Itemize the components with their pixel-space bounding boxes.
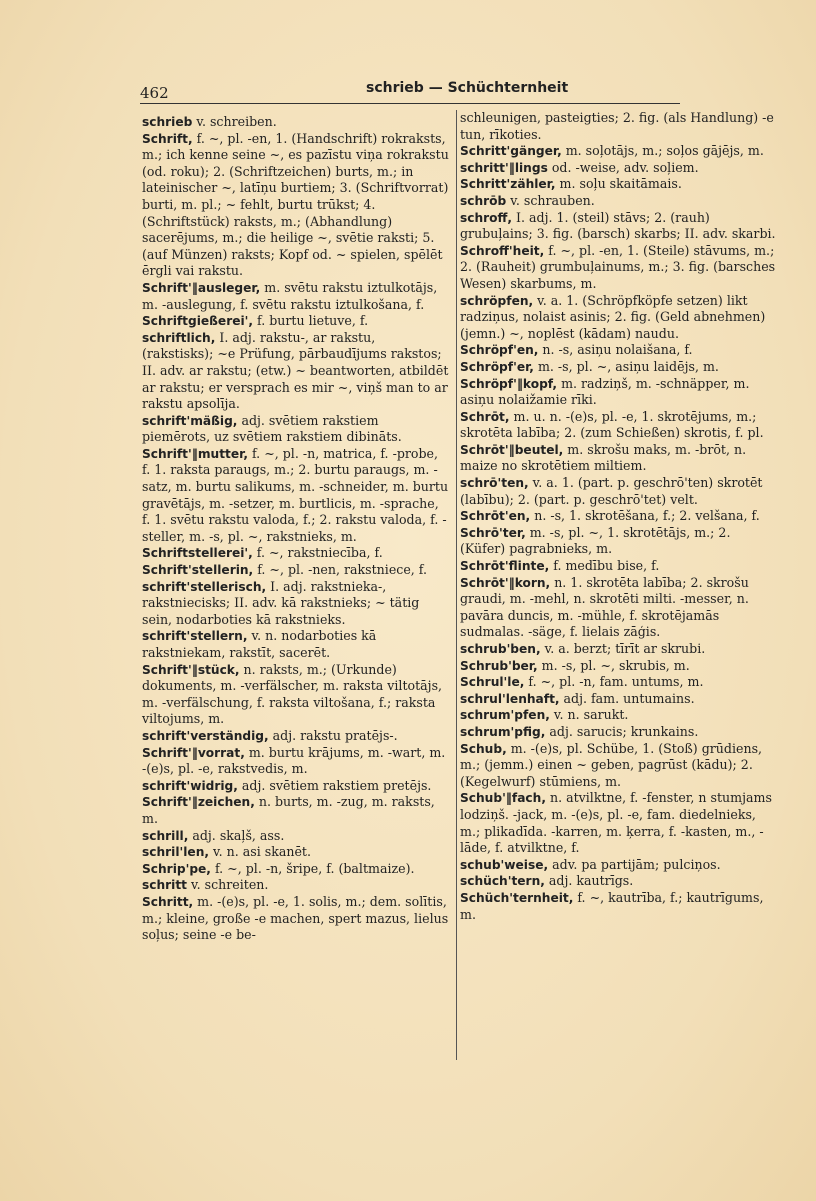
entry-headword: Schriftstellerei', xyxy=(142,546,253,561)
dictionary-entry xyxy=(460,508,778,525)
entry-definition: v. schrauben. xyxy=(506,192,595,208)
entry-definition: f. ~, pl. -n, fam. untums, m. xyxy=(524,674,704,690)
dictionary-entry xyxy=(460,376,778,409)
entry-headword: schroff, xyxy=(460,210,513,225)
dictionary-entry xyxy=(460,658,778,675)
entry-headword: schrōb xyxy=(460,193,507,208)
entry-definition: m. soļotājs, m.; soļos gājējs, m. xyxy=(561,143,764,159)
entry-definition: m. soļu skaitāmais. xyxy=(555,176,682,192)
entry-definition: f. ~, rakstniecība, f. xyxy=(252,545,383,561)
entry-headword: schrift'mäßig, xyxy=(142,413,238,428)
entry-definition: f. medību bise, f. xyxy=(549,558,660,574)
entry-definition: m. u. n. -(e)s, pl. -e, 1. skrotējums, m.; skrotēta labība; 2. (zum Schießen) skrotis, f. pl. xyxy=(460,408,764,441)
dictionary-entry xyxy=(142,662,450,728)
dictionary-entry xyxy=(142,778,450,795)
entry-definition: f. ~, pl. -nen, rakstniece, f. xyxy=(253,562,428,578)
entry-definition: schleunigen, pasteigties; 2. fig. (als Handlung) -e tun, rīkoties. xyxy=(460,110,774,142)
running-head: schrieb — Schüchternheit xyxy=(366,80,569,96)
entry-headword: Schrift'‖mutter, xyxy=(142,446,248,461)
dictionary-entry xyxy=(142,861,450,878)
entry-headword: Schröpf'er, xyxy=(460,359,534,374)
dictionary-entry xyxy=(142,562,450,579)
dictionary-entry xyxy=(460,359,778,376)
entry-headword: schril'len, xyxy=(142,845,210,860)
entry-definition: adj. svētiem rakstiem piemērots, uz svētiem rakstiem dibināts. xyxy=(142,412,402,445)
column-divider xyxy=(456,110,457,1060)
entry-definition: m. -(e)s, pl. -e, 1. solis, m.; dem. solītis, m.; kleine, große -e machen, spert mazus, lielus soļus; seine -e be- xyxy=(142,893,449,943)
entry-headword: Schroff'heit, xyxy=(460,243,545,258)
dictionary-entry xyxy=(142,280,450,313)
entry-headword: Schrō'ter, xyxy=(460,525,526,540)
page-number: 462 xyxy=(140,84,169,102)
entry-headword: Schrōt'‖beutel, xyxy=(460,442,564,457)
entry-definition: v. a. 1. (Schröpfköpfe setzen) likt radziņus, nolaist asinis; 2. fig. (Geld abnehmen) (jemn.) ~, noplēst (kādam) naudu. xyxy=(460,292,766,341)
entry-headword: Schrul'le, xyxy=(460,675,525,690)
entry-headword: Schritt'gänger, xyxy=(460,144,562,159)
entry-definition: I. adj. rakstu-, ar rakstu, (rakstisks); ~e Prüfung, pārbaudījums rakstos; II. adv. ar rakstu; (etw.) ~ beantworten, atbildēt ar rakstu; er versprach es mir ~, viņš man to ar rakstu apsolīja. xyxy=(142,329,449,412)
entry-headword: schrieb xyxy=(142,115,193,129)
entry-definition: n. raksts, m.; (Urkunde) dokuments, m. -verfälscher, m. raksta viltotājs, m. -verfälschung, f. raksta viltošana, f.; raksta viltojums, m. xyxy=(142,661,443,727)
dictionary-entry xyxy=(460,110,778,143)
entry-definition: m. radziņš, m. -schnäpper, m. asiņu nolaižamie rīki. xyxy=(460,375,750,408)
dictionary-entry xyxy=(460,342,778,359)
entry-definition: v. a. 1. (part. p. geschrō'ten) skrotēt (labību); 2. (part. p. geschrō'tet) velt. xyxy=(460,475,763,507)
entry-headword: schrō'ten, xyxy=(460,476,529,491)
dictionary-entry xyxy=(142,330,450,413)
dictionary-entry xyxy=(142,844,450,861)
entry-definition: n. -s, asiņu nolaišana, f. xyxy=(538,342,693,358)
dictionary-entry xyxy=(460,143,778,160)
dictionary-entry xyxy=(460,160,778,177)
dictionary-entry xyxy=(460,293,778,343)
entry-definition: m. -s, pl. ~, skrubis, m. xyxy=(537,657,690,673)
dictionary-entry xyxy=(142,794,450,827)
dictionary-entry xyxy=(460,558,778,575)
entry-definition: adj. fam. untumains. xyxy=(559,690,695,706)
entry-definition: adj. sarucis; krunkains. xyxy=(545,723,699,739)
dictionary-entry xyxy=(142,131,450,280)
dictionary-entry xyxy=(142,313,450,330)
entry-definition: v. n. nodarboties kā rakstniekam, rakstīt, sacerēt. xyxy=(142,628,377,660)
entry-definition: I. adj. rakstnieka-, rakstniecisks; II. adv. kā rakstnieks; ~ tätig sein, nodarboties kā rakstnieks. xyxy=(142,578,420,627)
entry-definition: v. a. berzt; tīrīt ar skrubi. xyxy=(540,641,706,656)
entry-definition: f. ~, pl. -n, matrica, f. -probe, f. 1. raksta paraugs, m.; 2. burtu paraugs, m. -satz, m. burtu salikums, m. -schneider, m. burtu gravētājs, m. -setzer, m. burtlicis, m. -sprache, f. 1. svētu rakstu valoda, f.; 2. rakstu valoda, f. -steller, m. -s, pl. ~, rakstnieks, m. xyxy=(142,445,449,544)
entry-definition: v. schreiten. xyxy=(187,877,269,893)
entry-definition: adj. kautrīgs. xyxy=(544,873,634,889)
entry-headword: schrul'lenhaft, xyxy=(460,691,560,706)
entry-definition: m. svētu rakstu iztulkotājs, m. -auslegung, f. svētu rakstu iztulkošana, f. xyxy=(142,279,438,312)
entry-definition: f. ~, pl. -en, 1. (Steile) stāvums, m.; 2. (Rauheit) grumbuļainums, m.; 3. fig. (barsches Wesen) skarbums, m. xyxy=(460,242,776,291)
entry-headword: Schrōt'en, xyxy=(460,509,531,524)
entry-headword: schrub'ben, xyxy=(460,642,541,656)
entry-definition: adv. pa partijām; pulciņos. xyxy=(548,856,721,872)
entry-headword: Schrift, xyxy=(142,131,193,146)
entry-headword: Schrōt'‖korn, xyxy=(460,575,551,590)
entry-headword: Schriftgießerei', xyxy=(142,314,254,329)
entry-definition: n. 1. skrotēta labība; 2. skrošu graudi, m. -mehl, n. skrotēti milti. -messer, n. pavāra duncis, m. -mühle, f. skrotējamās sudmalas. -säge, f. lielais zāģis. xyxy=(460,574,749,640)
entry-headword: Schrift'stellerin, xyxy=(142,563,254,578)
header-rule xyxy=(140,103,680,104)
entry-definition: n. burts, m. -zug, m. raksts, m. xyxy=(142,794,435,826)
entry-definition: od. -weise, adv. soļiem. xyxy=(547,159,699,175)
entry-headword: Schritt'zähler, xyxy=(460,177,556,192)
dictionary-entry xyxy=(142,828,450,845)
dictionary-entry xyxy=(460,890,778,923)
entry-definition: m. -s, pl. ~, asiņu laidējs, m. xyxy=(533,358,719,374)
entry-headword: Schrub'ber, xyxy=(460,658,538,673)
dictionary-entry xyxy=(142,114,450,131)
entry-headword: schritt xyxy=(142,878,187,893)
entry-headword: Schrōt'flinte, xyxy=(460,559,550,574)
dictionary-entry xyxy=(460,210,778,243)
entry-definition: f. ~, kautrība, f.; kautrīgums, m. xyxy=(460,889,764,922)
entry-definition: n. -s, 1. skrotēšana, f.; 2. velšana, f. xyxy=(530,508,760,524)
dictionary-entry xyxy=(460,525,778,558)
entry-headword: schrift'widrig, xyxy=(142,778,238,793)
entry-definition: m. -(e)s, pl. Schübe, 1. (Stoß) grūdiens, m.; (jemm.) einen ~ geben, pagrūst (kādu); 2. (Kegelwurf) stūmiens, m. xyxy=(460,740,763,789)
dictionary-entry xyxy=(460,442,778,475)
dictionary-entry xyxy=(142,877,450,894)
dictionary-entry xyxy=(460,674,778,691)
entry-headword: schröpfen, xyxy=(460,293,534,308)
entry-definition: I. adj. 1. (steil) stāvs; 2. (rauh) grubuļains; 3. fig. (barsch) skarbs; II. adv. skarbi. xyxy=(460,209,776,242)
entry-definition: adj. svētiem rakstiem pretējs. xyxy=(237,777,432,793)
entry-headword: Schrift'‖zeichen, xyxy=(142,795,255,810)
entry-headword: schüch'tern, xyxy=(460,874,545,889)
entry-headword: Schub'‖fach, xyxy=(460,791,546,806)
dictionary-entry xyxy=(460,575,778,641)
dictionary-entry xyxy=(460,741,778,791)
entry-headword: schrill, xyxy=(142,828,189,843)
entry-headword: Schrift'‖ausleger, xyxy=(142,280,261,295)
entry-headword: Schrift'‖stück, xyxy=(142,662,240,677)
entry-headword: Schrift'‖vorrat, xyxy=(142,745,245,760)
entry-definition: f. ~, pl. -n, šripe, f. (baltmaize). xyxy=(210,860,415,876)
left-column xyxy=(142,114,450,944)
entry-headword: schub'weise, xyxy=(460,857,549,872)
entry-definition: f. burtu lietuve, f. xyxy=(253,313,369,329)
entry-headword: Schüch'ternheit, xyxy=(460,890,574,905)
dictionary-entry xyxy=(142,579,450,629)
entry-headword: Schröpf'‖kopf, xyxy=(460,376,558,391)
dictionary-entry xyxy=(460,790,778,856)
dictionary-entry xyxy=(142,413,450,446)
entry-headword: Schrōt, xyxy=(460,409,510,424)
entry-definition: adj. skaļš, ass. xyxy=(188,827,285,843)
entry-headword: schrum'pfen, xyxy=(460,708,550,723)
dictionary-entry xyxy=(142,894,450,944)
entry-headword: schritt'‖lings xyxy=(460,160,548,175)
entry-definition: m. skrošu maks, m. -brōt, n. maize no skrotētiem miltiem. xyxy=(460,441,747,474)
entry-definition: n. atvilktne, f. -fenster, n stumjams lodziņš. -jack, m. -(e)s, pl. -e, fam. diedelnieks, m.; plikadīda. -karren, m. ķerra, f. -kasten, m., -lāde, f. atvilktne, f. xyxy=(460,790,772,856)
dictionary-entry xyxy=(460,641,778,658)
entry-headword: Schröpf'en, xyxy=(460,343,539,358)
entry-headword: Schritt, xyxy=(142,894,194,909)
entry-definition: m. -s, pl. ~, 1. skrotētājs, m.; 2. (Küfer) pagrabnieks, m. xyxy=(460,524,731,557)
dictionary-entry xyxy=(460,707,778,724)
dictionary-entry xyxy=(460,691,778,708)
entry-headword: schrum'pfig, xyxy=(460,724,546,739)
entry-definition: adj. rakstu pratējs-. xyxy=(268,727,398,743)
dictionary-entry xyxy=(142,545,450,562)
dictionary-entry xyxy=(460,409,778,442)
entry-headword: Schub, xyxy=(460,741,507,756)
dictionary-entry xyxy=(142,745,450,778)
dictionary-entry xyxy=(460,243,778,293)
entry-definition: v. n. sarukt. xyxy=(549,707,629,723)
dictionary-entry xyxy=(460,176,778,193)
dictionary-entry xyxy=(142,728,450,745)
right-column xyxy=(460,110,778,923)
entry-headword: schrift'verständig, xyxy=(142,728,269,743)
dictionary-entry xyxy=(142,446,450,546)
dictionary-entry xyxy=(460,873,778,890)
entry-headword: schrift'stellerisch, xyxy=(142,579,267,594)
dictionary-entry xyxy=(460,724,778,741)
entry-headword: Schrip'pe, xyxy=(142,861,211,876)
dictionary-entry xyxy=(460,193,778,210)
dictionary-entry xyxy=(142,628,450,661)
entry-definition: v. schreiben. xyxy=(192,114,277,129)
dictionary-entry xyxy=(460,475,778,508)
entry-definition: f. ~, pl. -en, 1. (Handschrift) rokraksts, m.; ich kenne seine ~, es pazīstu viņa rokrakstu (od. roku); 2. (Schriftzeichen) burts, m.; in lateinischer ~, latīņu burtiem; 3. (Schriftvorrat) burti, m. pl.; ~ fehlt, burtu trūkst; 4. (Schriftstück) raksts, m.; (Abhandlung) sacerējums, m.; die heilige ~, svētie raksti; 5. (auf Münzen) raksts; Kopf od. ~ spielen, spēlēt ērgli vai rakstu. xyxy=(142,130,449,279)
entry-headword: schrift'stellern, xyxy=(142,629,248,644)
entry-definition: v. n. asi skanēt. xyxy=(209,844,311,860)
entry-definition: m. burtu krājums, m. -wart, m. -(e)s, pl. -e, rakstvedis, m. xyxy=(142,744,446,777)
dictionary-entry xyxy=(460,857,778,874)
entry-headword: schriftlich, xyxy=(142,330,216,345)
